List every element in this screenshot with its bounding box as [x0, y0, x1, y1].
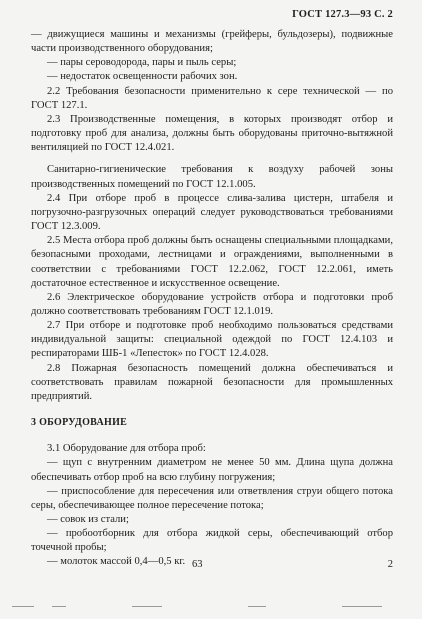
equipment-item: — пробоотборник для отбора жидкой серы, обеспечивающий отбор точечной пробы;: [31, 528, 393, 554]
scan-mark: [132, 606, 162, 607]
page-number: 63: [192, 559, 203, 570]
paragraph: Санитарно-гигиенические требования к воздуху рабочей зоны производственных помещений по ГОСТ 12.1.005.: [31, 164, 393, 190]
scan-mark: [248, 606, 266, 607]
paragraph: 2.8 Пожарная безопасность помещений должна обеспечиваться и соответствовать правилам пожарной безопасности для промышленных предприятий.: [31, 362, 393, 402]
equipment-item: — щуп с внутренним диаметром не менее 50 мм. Длина щупа должна обеспечивать отбор проб на всю глубину погружения;: [31, 457, 393, 483]
scan-marks: [12, 606, 410, 609]
scan-mark: [342, 606, 382, 607]
document-header: ГОСТ 127.3—93 С. 2: [292, 9, 393, 20]
paragraph: 2.7 При отборе и подготовке проб необходимо пользоваться средствами индивидуальной защиты: специальной одеждой по ГОСТ 12.4.103 и респираторами ШБ-1 «Лепесток» по ГОСТ 12.4.028.: [31, 320, 393, 360]
section-title: 3 ОБОРУДОВАНИЕ: [31, 417, 128, 429]
equipment-item: — приспособление для пересечения или ответвления струи общего потока серы, обеспечивающее полное пересечение потока;: [31, 485, 393, 511]
equipment-item: — совок из стали;: [47, 514, 129, 525]
paragraph: — пары сероводорода, пары и пыль серы;: [47, 57, 237, 69]
paragraph: 2.4 При отборе проб в процессе слива-залива цистерн, штабеля и погрузочно-разгрузочных операций следует руководствоваться требованиями ГОСТ 12.3.009.: [31, 192, 393, 233]
scan-mark: [12, 606, 34, 607]
document-body: [31, 28, 393, 570]
equipment-item: 3.1 Оборудование для отбора проб:: [47, 443, 206, 455]
paragraph: 2.3 Производственные помещения, в которых производят отбор и подготовку проб для анализа, должны быть оборудованы приточно-вытяжной вентиляцией по ГОСТ 12.4.021.: [31, 113, 393, 154]
scan-mark: [52, 606, 66, 607]
equipment-item: — молоток массой 0,4—0,5 кг.: [47, 556, 186, 568]
paragraph: 2.5 Места отбора проб должны быть оснащены специальными площадками, безопасными проходами, лестницами и ограждениями, выполненными в соответствии с требованиями ГОСТ 12.2.062, ГОСТ 12.2.061, иметь достаточное естественное и искусственное освещение.: [31, 235, 393, 289]
paragraph: — движущиеся машины и механизмы (грейферы, бульдозеры), подвижные части производственного оборудования;: [31, 29, 393, 55]
sheet-number: 2: [387, 559, 393, 570]
paragraph: — недостаток освещенности рабочих зон.: [47, 71, 238, 83]
paragraph: 2.2 Требования безопасности применительно к сере технической — по ГОСТ 127.1.: [31, 85, 393, 111]
paragraph: 2.6 Электрическое оборудование устройств отбора и подготовки проб должно соответствовать требованиям ГОСТ 12.1.019.: [31, 291, 393, 317]
